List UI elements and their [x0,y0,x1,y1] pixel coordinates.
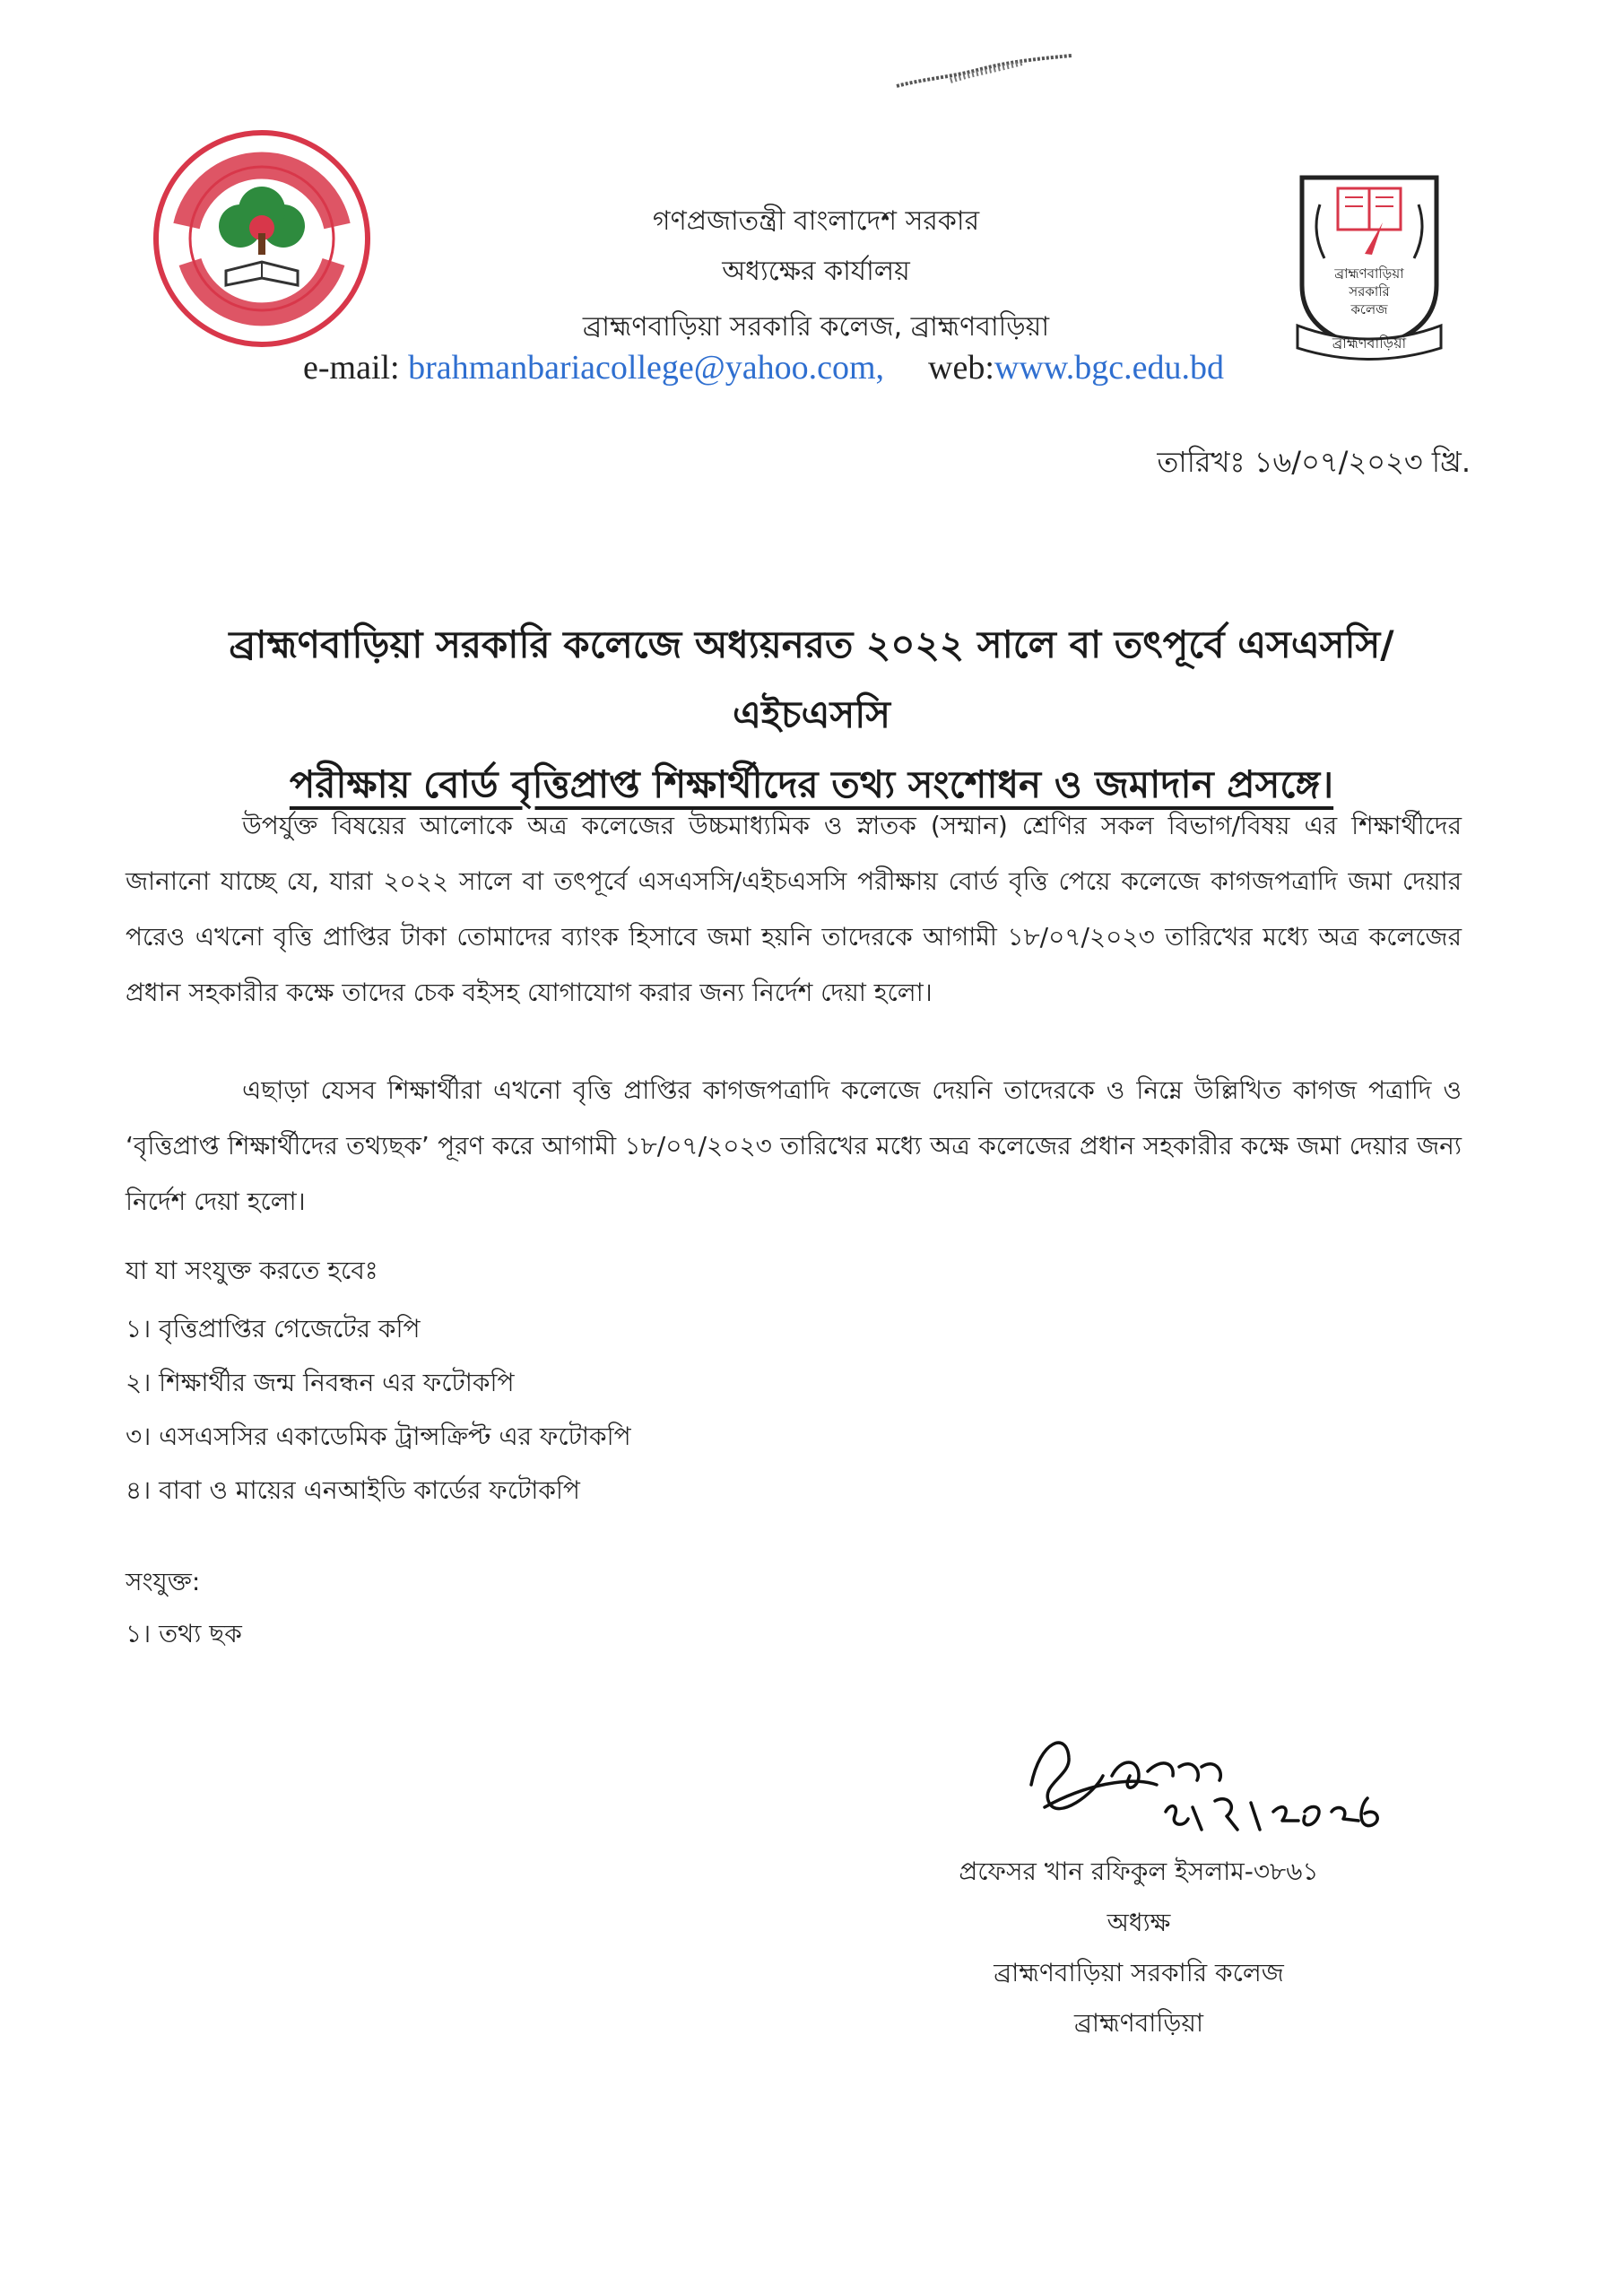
enclosure-item: ১। তথ্য ছক [126,1619,242,1648]
body-paragraph-2: এছাড়া যেসব শিক্ষার্থীরা এখনো বৃত্তি প্রাপ্তির কাগজপত্রাদি কলেজে দেয়নি তাদেরকে ও নিম্নে উল্লিখিত কাগজ পত্রাদি ও ‘বৃত্তিপ্রাপ্ত শিক্ষার্থীদের তথ্যছক’ পূরণ করে আগামী ১৮/০৭/২০২৩ তারিখের মধ্যে অত্র কলেজের প্রধান সহকারীর কক্ষে জমা দেয়ার জন্য নির্দেশ দেয়া হলো। [126,1075,1462,1216]
attachment-item: ৩। এসএসসির একাডেমিক ট্রান্সক্রিপ্ট এর ফটোকপি [126,1422,631,1451]
svg-text:কলেজ: কলেজ [1350,301,1388,317]
scan-mark [888,43,1076,97]
svg-text:ব্রাহ্মণবাড়িয়া: ব্রাহ্মণবাড়িয়া [1332,335,1407,352]
signatory-college: ব্রাহ্মণবাড়িয়া সরকারি কলেজ [994,1958,1284,1987]
government-name: গণপ্রজাতন্ত্রী বাংলাদেশ সরকার [652,205,980,237]
subject-heading [161,610,1462,820]
attachment-item: ১। বৃত্তিপ্রাপ্তির গেজেটের কপি [126,1314,421,1344]
office-name: অধ্যক্ষের কার্যালয় [722,256,910,287]
web-label: web: [928,349,994,387]
subject-line-2: পরীক্ষায় বোর্ড বৃত্তিপ্রাপ্ত শিক্ষার্থীদের তথ্য সংশোধন ও জমাদান প্রসঙ্গে। [289,762,1334,806]
svg-text:সরকারি: সরকারি [1349,283,1390,300]
email-label: e-mail: [303,349,400,387]
contact-line [303,348,1379,387]
attachments-heading: যা যা সংযুক্ত করতে হবেঃ [126,1256,378,1285]
document-date: তারিখঃ ১৬/০৭/২০২৩ খ্রি. [1157,445,1471,479]
right-logo-emblem [1266,160,1472,366]
attachment-item: ৪। বাবা ও মায়ের এনআইডি কার্ডের ফটোকপি [126,1475,580,1505]
svg-text:ব্রাহ্মণবাড়িয়া: ব্রাহ্মণবাড়িয়া [1334,265,1404,282]
signatory-title: অধ্যক্ষ [1107,1908,1171,1937]
web-link[interactable]: www.bgc.edu.bd [994,349,1224,387]
enclosure-heading: সংযুক্ত: [126,1567,201,1596]
signatory-place: ব্রাহ্মণবাড়িয়া [1073,2008,1204,2038]
book-icon [1338,188,1401,230]
college-name: ব্রাহ্মণবাড়িয়া সরকারি কলেজ, ব্রাহ্মণবাড়িয়া [582,311,1050,343]
signatory-name: প্রফেসর খান রফিকুল ইসলাম-৩৮৬১ [959,1857,1319,1886]
body-paragraph-1: উপর্যুক্ত বিষয়ের আলোকে অত্র কলেজের উচ্চমাধ্যমিক ও স্নাতক (সম্মান) শ্রেণির সকল বিভাগ/বিষয় এর শিক্ষার্থীদের জানানো যাচ্ছে যে, যারা ২০২২ সালে বা তৎপূর্বে এসএসসি/এইচএসসি পরীক্ষায় বোর্ড বৃত্তি পেয়ে কলেজে কাগজপত্রাদি জমা দেয়ার পরেও এখনো বৃত্তি প্রাপ্তির টাকা তোমাদের ব্যাংক হিসাবে জমা হয়নি তাদেরকে আগামী ১৮/০৭/২০২৩ তারিখের মধ্যে অত্র কলেজের প্রধান সহকারীর কক্ষে তাদের চেক বইসহ যোগাযোগ করার জন্য নির্দেশ দেয়া হলো। [126,811,1462,1007]
attachment-item: ২। শিক্ষার্থীর জন্ম নিবন্ধন এর ফটোকপি [126,1368,515,1397]
subject-line-1: ব্রাহ্মণবাড়িয়া সরকারি কলেজে অধ্যয়নরত ২০২২ সালে বা তৎপূর্বে এসএসসি/ এইচএসসি [229,622,1394,736]
email-link[interactable]: brahmanbariacollege@yahoo.com, [408,349,885,387]
handwritten-signature [1013,1722,1399,1848]
left-logo-emblem [151,127,373,350]
